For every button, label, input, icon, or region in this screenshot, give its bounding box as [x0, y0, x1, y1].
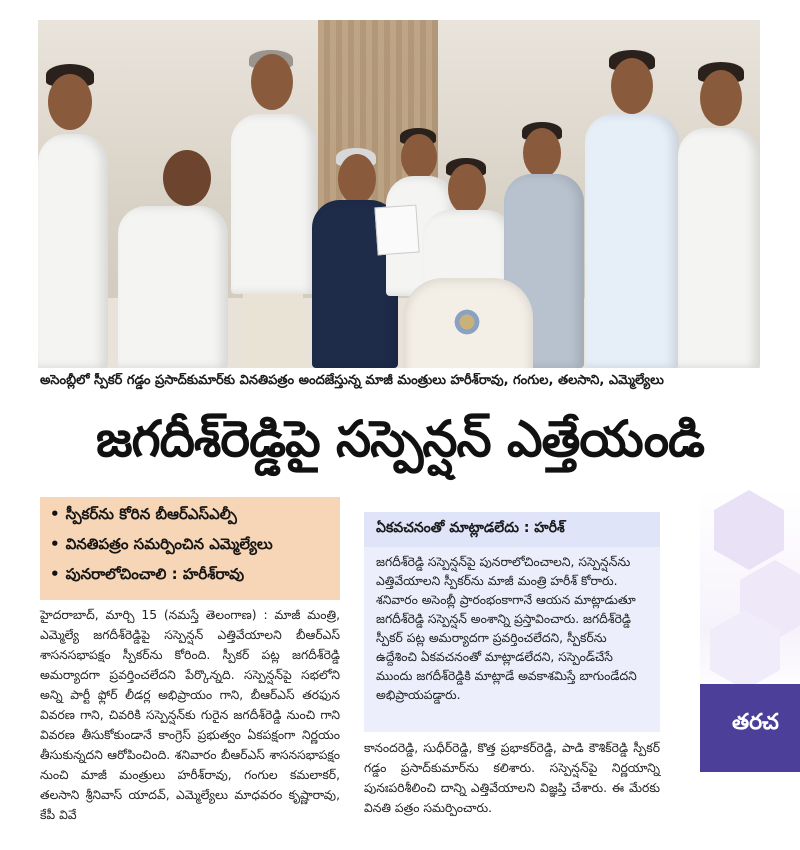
hex-shape	[714, 490, 784, 570]
news-photo	[38, 20, 760, 368]
highlight-point: • స్పీకర్‌ను కోరిన బీఆర్‌ఎస్‌ఎల్పీ	[50, 505, 330, 527]
highlight-point: • వినతిపత్రం సమర్పించిన ఎమ్మెల్యేలు	[50, 535, 330, 557]
petition-paper	[374, 205, 419, 256]
person-2	[118, 78, 228, 368]
chair	[403, 278, 533, 368]
person-9	[678, 38, 760, 368]
ad-strip	[700, 490, 800, 840]
highlight-point: • పునరాలోచించాలి : హరీశ్‌రావు	[50, 565, 330, 587]
article-body: హైదరాబాద్, మార్చి 15 (నమస్తే తెలంగాణ) : మాజీ మంత్రి, ఎమ్మెల్యే జగదీశ్‌రెడ్డిపై సస్పెన్షన్ ఎత్తివేయాలని బీఆర్‌ఎస్ శాసనసభాపక్షం స్పీకర్‌ను కోరింది. స్పీకర్ పట్ల జగదీశ్‌రెడ్డి అమర్యాదగా ప్రవర్తించలేదని పేర్కొన్నది. సస్పెన్షన్‌పై సభలోని అన్ని పార్టీ ఫ్లోర్ లీడర్ల అభిప్రాయం గాని, బీఆర్‌ఎస్ తరఫున వివరణ గాని, చివరికి సస్పెన్షన్‌కు గురైన జగదీశ్‌రెడ్డి నుంచి గాని వివరణ తీసుకోకుండానే కాంగ్రెస్ ప్రభుత్వం ఏకపక్షంగా నిర్ణయం తీసుకున్నదని ఆరోపించింది. శనివారం బీఆర్‌ఎస్ శాసనసభాపక్షం నుంచి మాజీ మంత్రులు హరీశ్‌రావు, గంగుల కమలాకర్, తలసాని శ్రీనివాస్ యాదవ్, ఎమ్మెల్యేలు మాధవరం కృష్ణారావు, కేపీ వివే	[40, 608, 340, 822]
headline: జగదీశ్‌రెడ్డిపై సస్పెన్షన్ ఎత్తేయండి	[95, 410, 705, 468]
sidebar-box	[364, 512, 660, 732]
article-continued: కానందరెడ్డి, సుధీర్‌రెడ్డి, కొత్త ప్రభాకర్‌రెడ్డి, పాడి కౌశిక్‌రెడ్డి స్పీకర్ గడ్డం ప్రసాద్‌కుమార్‌ను కలిశారు. సస్పెన్షన్‌పై నిర్ణయాన్ని పునఃపరిశీలించి దాన్ని ఎత్తివేయాలని విజ్ఞప్తి చేశారు. ఈ మేరకు వినతి పత్రం సమర్పించారు.	[364, 741, 660, 815]
person-8	[583, 38, 683, 368]
sidebar-text: జగదీశ్‌రెడ్డి సస్పెన్షన్‌పై పునరాలోచించాలని, సస్పెన్షన్‌ను ఎత్తివేయాలని స్పీకర్‌ను మాజీ మంత్రి హరీశ్ కోరారు. శనివారం అసెంబ్లీ ప్రారంభంకాగానే ఆయన మాట్లాడుతూ జగదీశ్‌రెడ్డి సస్పెన్షన్ అంశాన్ని ప్రస్తావించారు. జగదీశ్‌రెడ్డి స్పీకర్ పట్ల అమర్యాదగా ప్రవర్తించలేదని, స్పీకర్‌ను ఉద్దేశించి ఏకవచనంతో మాట్లాడలేదని, సస్పెండ్‌చేసే ముందు జగదీశ్‌రెడ్డికి మాట్లాడే అవకాశమిస్తే బాగుండేదని అభిప్రాయపడ్డారు.	[376, 555, 637, 702]
person-1	[38, 38, 108, 368]
sidebar-heading: ఏకవచనంతో మాట్లాడలేదు : హరీశ్	[364, 512, 660, 547]
highlights-box	[40, 497, 340, 600]
photo-caption: అసెంబ్లీలో స్పీకర్ గడ్డం ప్రసాద్‌కుమార్‌కు వినతిపత్రం అందజేస్తున్న మాజీ మంత్రులు హరీశ్‌రావు, గంగుల, తలసాని, ఎమ్మెల్యేలు	[40, 373, 664, 388]
ad-banner: తరచ	[700, 684, 800, 772]
page-edge	[0, 0, 4, 100]
